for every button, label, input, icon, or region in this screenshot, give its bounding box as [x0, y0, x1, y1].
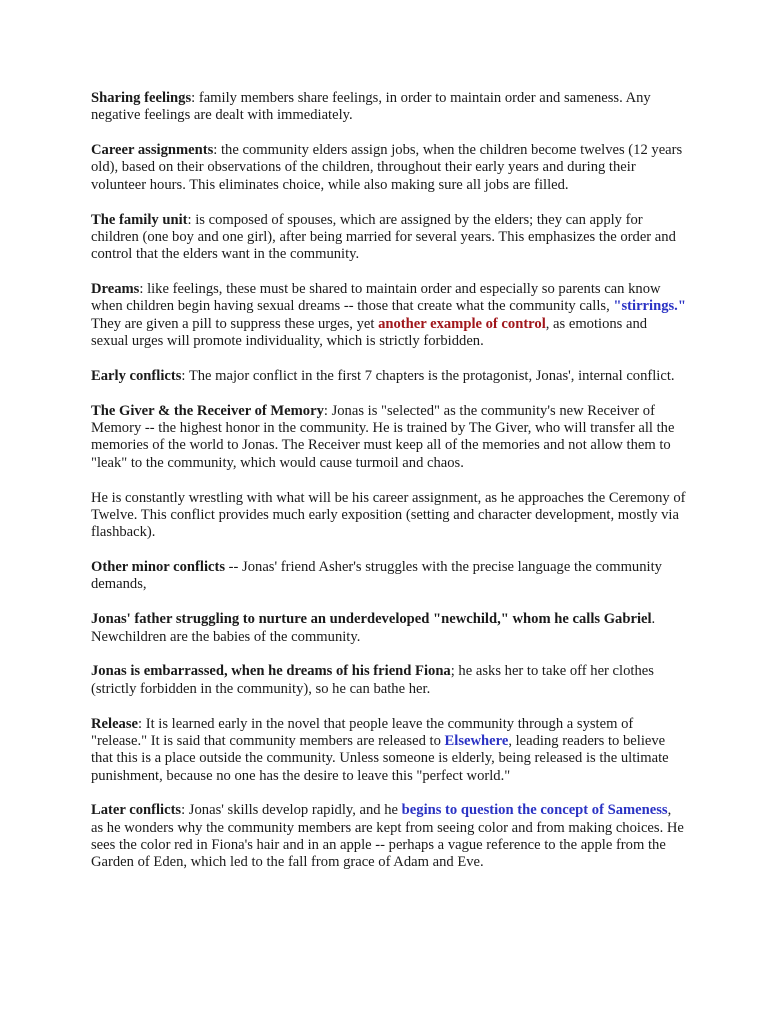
paragraph-later-conflicts: [91, 802, 686, 871]
paragraph-family-unit: [91, 212, 686, 264]
heading-other-minor-conflicts: Other minor conflicts: [91, 559, 226, 576]
link-elsewhere[interactable]: Elsewhere: [444, 732, 509, 749]
body-other-minor-conflicts: -- Jonas' friend Asher's struggles with the precise language the community demands,: [91, 559, 662, 593]
heading-jonas-embarrassed: Jonas is embarrassed, when he dreams of his friend Fiona: [91, 663, 451, 680]
heading-jonas-father: Jonas' father struggling to nurture an underdeveloped "newchild," whom he calls Gabriel: [91, 611, 652, 628]
heading-early-conflicts: Early conflicts: [91, 367, 182, 384]
heading-dreams: Dreams: [91, 281, 140, 298]
body-dreams-part2: They are given a pill to suppress these urges, yet: [91, 315, 379, 332]
body-later-conflicts-part2: , as he wonders why the community members are kept from seeing color and from making choices. He sees the color red in Fiona's hair and in an apple -- perhaps a vague reference to the apple from the Garden of Eden, which led to the fall from grace of Adam and Eve.: [91, 802, 684, 871]
link-stirrings[interactable]: "stirrings.": [613, 298, 686, 315]
body-early-conflicts: : The major conflict in the first 7 chapters is the protagonist, Jonas', internal conflict.: [181, 367, 675, 384]
paragraph-sharing-feelings: [91, 90, 686, 125]
paragraph-other-minor-conflicts: [91, 559, 686, 594]
body-release-part1: : It is learned early in the novel that people leave the community through a system of "release." It is said that community members are released to: [91, 715, 634, 749]
heading-giver-receiver: The Giver & the Receiver of Memory: [91, 402, 324, 419]
paragraph-dreams: [91, 281, 686, 350]
body-family-unit: : is composed of spouses, which are assigned by the elders; they can apply for children (one boy and one girl), after being married for several years. This emphasizes the order and control that the elders want in the community.: [91, 211, 676, 263]
paragraph-early-conflicts: [91, 368, 686, 385]
body-career-assignments: : the community elders assign jobs, when the children become twelves (12 years old), based on their observations of the children, throughout their early years and during their volunteer hours. This eliminates choice, while also making sure all jobs are filled.: [91, 142, 683, 193]
body-sharing-feelings: : family members share feelings, in order to maintain order and sameness. Any negative feelings are dealt with immediately.: [91, 90, 651, 124]
body-jonas-father: . Newchildren are the babies of the community.: [91, 611, 656, 645]
paragraph-career-assignments: [91, 142, 686, 194]
body-dreams-part1: : like feelings, these must be shared to maintain order and especially so parents can know when children begin having sexual dreams -- those that create what the community calls,: [91, 281, 661, 315]
body-giver-receiver: : Jonas is "selected" as the community's new Receiver of Memory -- the highest honor in the community. He is trained by The Giver, who will transfer all the memories of the world to Jonas. The Receiver must keep all of the memories and not allow them to "leak" to the community, which would cause turmoil and chaos.: [91, 402, 675, 471]
body-later-conflicts-part1: : Jonas' skills develop rapidly, and he: [181, 802, 402, 819]
heading-later-conflicts: Later conflicts: [91, 802, 182, 819]
heading-release: Release: [91, 715, 139, 732]
paragraph-jonas-embarrassed: [91, 663, 686, 698]
heading-career-assignments: Career assignments: [91, 142, 214, 159]
heading-family-unit: The family unit: [91, 211, 188, 228]
paragraph-giver-receiver: [91, 403, 686, 472]
body-dreams-part3: , as emotions and sexual urges will promote individuality, which is strictly forbidden.: [91, 315, 648, 350]
paragraph-release: [91, 716, 686, 785]
body-jonas-embarrassed: ; he asks her to take off her clothes (strictly forbidden in the community), so he can bathe her.: [91, 663, 654, 697]
paragraph-career-wrestling: [91, 490, 686, 542]
heading-sharing-feelings: Sharing feelings: [91, 90, 192, 106]
body-release-part2: , leading readers to believe that this is a place outside the community. Unless someone is elderly, being released is the ultimate punishment, because no one has the desire to leave this "perfect world.": [91, 732, 669, 784]
body-career-wrestling: He is constantly wrestling with what will be his career assignment, as he approaches the Ceremony of Twelve. This conflict provides much early exposition (setting and character development, mostly via flashback).: [91, 489, 686, 541]
paragraph-jonas-father: [91, 611, 686, 646]
highlight-another-example-of-control: another example of control: [378, 315, 546, 332]
link-question-sameness[interactable]: begins to question the concept of Sameness: [401, 802, 668, 819]
